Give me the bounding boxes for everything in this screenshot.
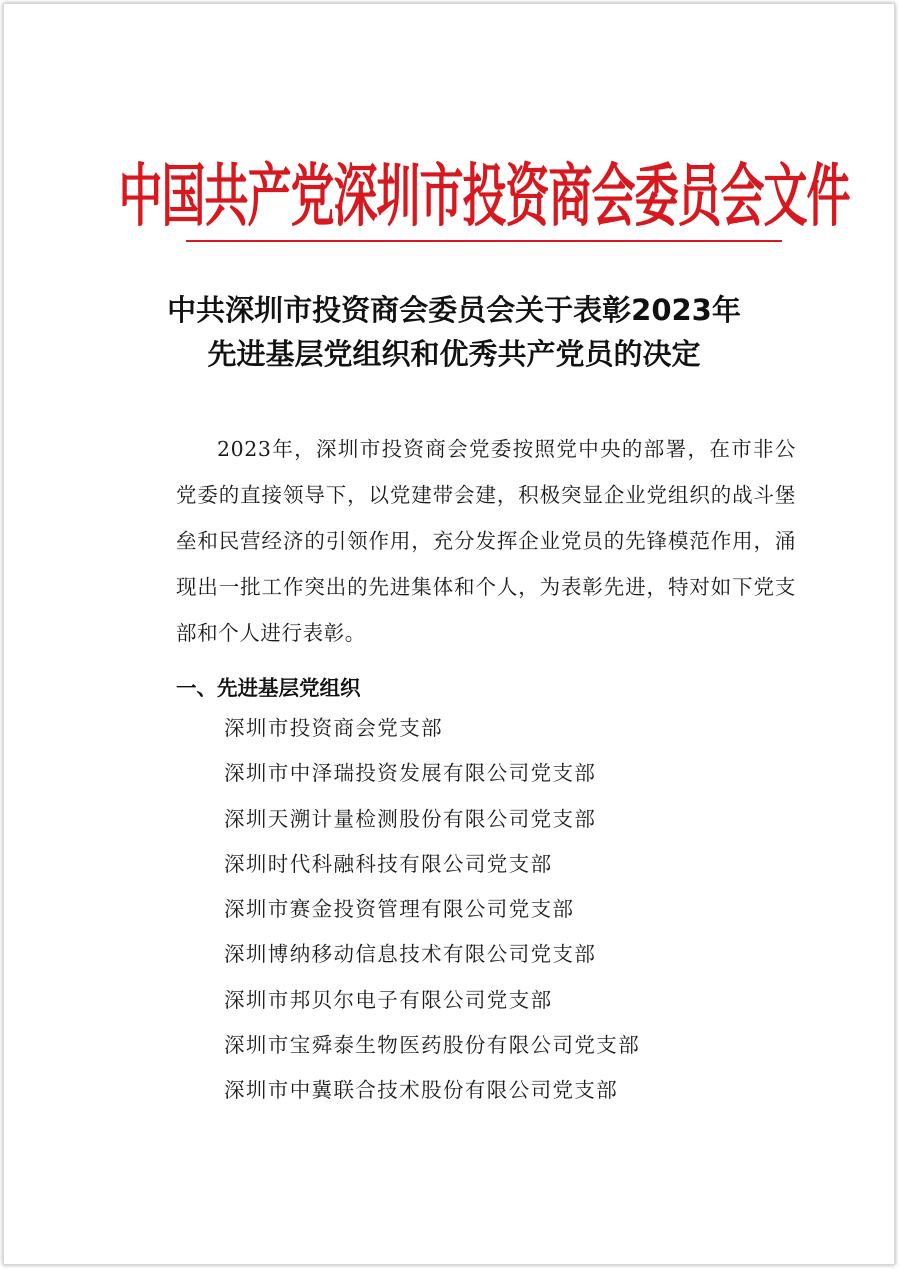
document-title <box>124 288 784 376</box>
masthead <box>118 142 850 238</box>
document-page <box>3 3 895 1265</box>
masthead-title: 中国共产党深圳市投资商会委员会文件 <box>118 157 850 237</box>
list-item: 深圳市投资商会党支部 <box>224 716 443 740</box>
list-item: 深圳市中冀联合技术股份有限公司党支部 <box>224 1078 619 1103</box>
list-item: 深圳市邦贝尔电子有限公司党支部 <box>224 987 553 1012</box>
list-item: 深圳博纳移动信息技术有限公司党支部 <box>224 942 597 967</box>
document-title-line-1: 中共深圳市投资商会委员会关于表彰2023年 <box>167 293 741 327</box>
list-item: 深圳市赛金投资管理有限公司党支部 <box>224 897 575 922</box>
section-heading-advanced-organizations: 一、先进基层党组织 <box>176 676 361 700</box>
list-item: 深圳市中泽瑞投资发展有限公司党支部 <box>224 761 597 786</box>
masthead-red-rule <box>186 240 782 242</box>
organization-list <box>224 706 640 1114</box>
body-paragraph: 2023年，深圳市投资商会党委按照党中央的部署，在市非公党委的直接领导下，以党建带会建，积极突显企业党组织的战斗堡垒和民营经济的引领作用，充分发挥企业党员的先锋模范作用，涌现出一批工作突出的先进集体和个人，为表彰先进，特对如下党支部和个人进行表彰。 <box>176 437 796 645</box>
list-item: 深圳天溯计量检测股份有限公司党支部 <box>224 806 597 831</box>
document-title-line-2: 先进基层党组织和优秀共产党员的决定 <box>207 337 701 371</box>
list-item: 深圳市宝舜泰生物医药股份有限公司党支部 <box>224 1033 641 1058</box>
list-item: 深圳时代科融科技有限公司党支部 <box>224 851 553 876</box>
